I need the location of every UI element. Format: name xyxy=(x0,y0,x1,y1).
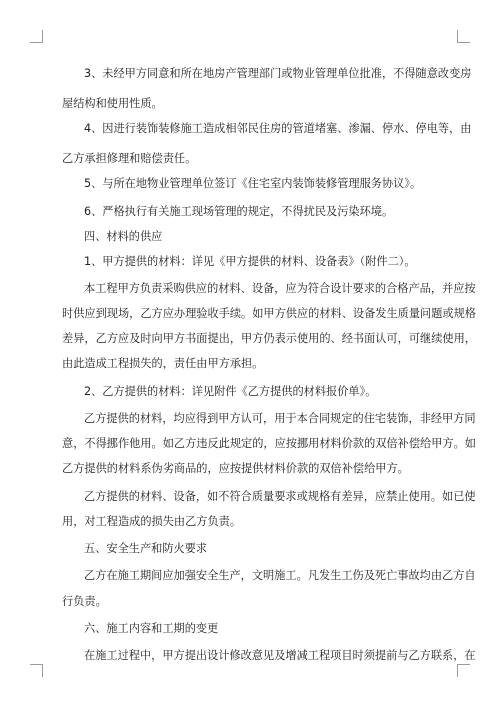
paragraph-line: 6、严格执行有关施工现场管理的规定，不得扰民及污染环境。 xyxy=(84,205,394,218)
crop-mark-bottom-right xyxy=(457,664,470,677)
paragraph-line: 在施工过程中，甲方提出设计修改意见及增减工程项目时须提前与乙方联系，在 xyxy=(84,649,476,662)
paragraph-line: 乙方提供的材料、设备，如不符合质量要求或规格有差异，应禁止使用。如已使 xyxy=(84,490,476,503)
paragraph-line: 乙方提供的材料，均应得到甲方认可，用于本合同规定的住宅装饰，非经甲方同 xyxy=(84,412,476,425)
paragraph-line: 4、因进行装饰装修施工造成相邻民住房的管道堵塞、渗漏、停水、停电等，由 xyxy=(84,122,472,135)
section-heading: 六、施工内容和工期的变更 xyxy=(84,622,219,635)
paragraph-line: 用，对工程造成的损失由乙方负责。 xyxy=(62,515,242,528)
paragraph-line: 差异，乙方应及时向甲方书面提出，甲方仍表示使用的、经书面认可，可继续使用， xyxy=(62,332,476,345)
paragraph-line: 3、未经甲方同意和所在地房产管理部门或物业管理单位批准，不得随意改变房 xyxy=(84,67,472,80)
paragraph-line: 意，不得挪作他用。如乙方违反此规定的，应按挪用材料价款的双倍补偿给甲方。如 xyxy=(62,437,476,450)
section-heading: 五、安全生产和防火要求 xyxy=(84,542,208,555)
paragraph-line: 由此造成工程损失的，责任由甲方承担。 xyxy=(62,357,264,370)
paragraph-line: 时供应到现场，乙方应办理验收手续。如甲方供应的材料、设备发生质量问题或规格 xyxy=(62,307,476,320)
paragraph-line: 屋结构和使用性质。 xyxy=(62,97,163,110)
paragraph-line: 乙方提供的材料系伪劣商品的，应按提供材料价款的双倍补偿给甲方。 xyxy=(62,462,409,475)
paragraph-line: 乙方承担修理和赔偿责任。 xyxy=(62,152,197,165)
paragraph-line: 乙方在施工期间应加强安全生产，文明施工。凡发生工伤及死亡事故均由乙方自 xyxy=(84,569,476,582)
paragraph-line: 2、乙方提供的材料：详见附件《乙方提供的材料报价单》。 xyxy=(84,385,377,398)
paragraph-line: 本工程甲方负责采购供应的材料、设备，应为符合设计要求的合格产品，并应按 xyxy=(84,282,476,295)
section-heading: 四、材料的供应 xyxy=(84,230,163,243)
crop-mark-bottom-left xyxy=(30,664,43,677)
crop-mark-top-right xyxy=(457,30,470,43)
crop-mark-top-left xyxy=(30,30,43,43)
paragraph-line: 5、与所在地物业管理单位签订《住宅室内装饰装修管理服务协议》。 xyxy=(84,177,422,190)
paragraph-line: 1、甲方提供的材料：详见《甲方提供的材料、设备表》（附件二）。 xyxy=(84,255,416,268)
paragraph-line: 行负责。 xyxy=(62,595,107,608)
